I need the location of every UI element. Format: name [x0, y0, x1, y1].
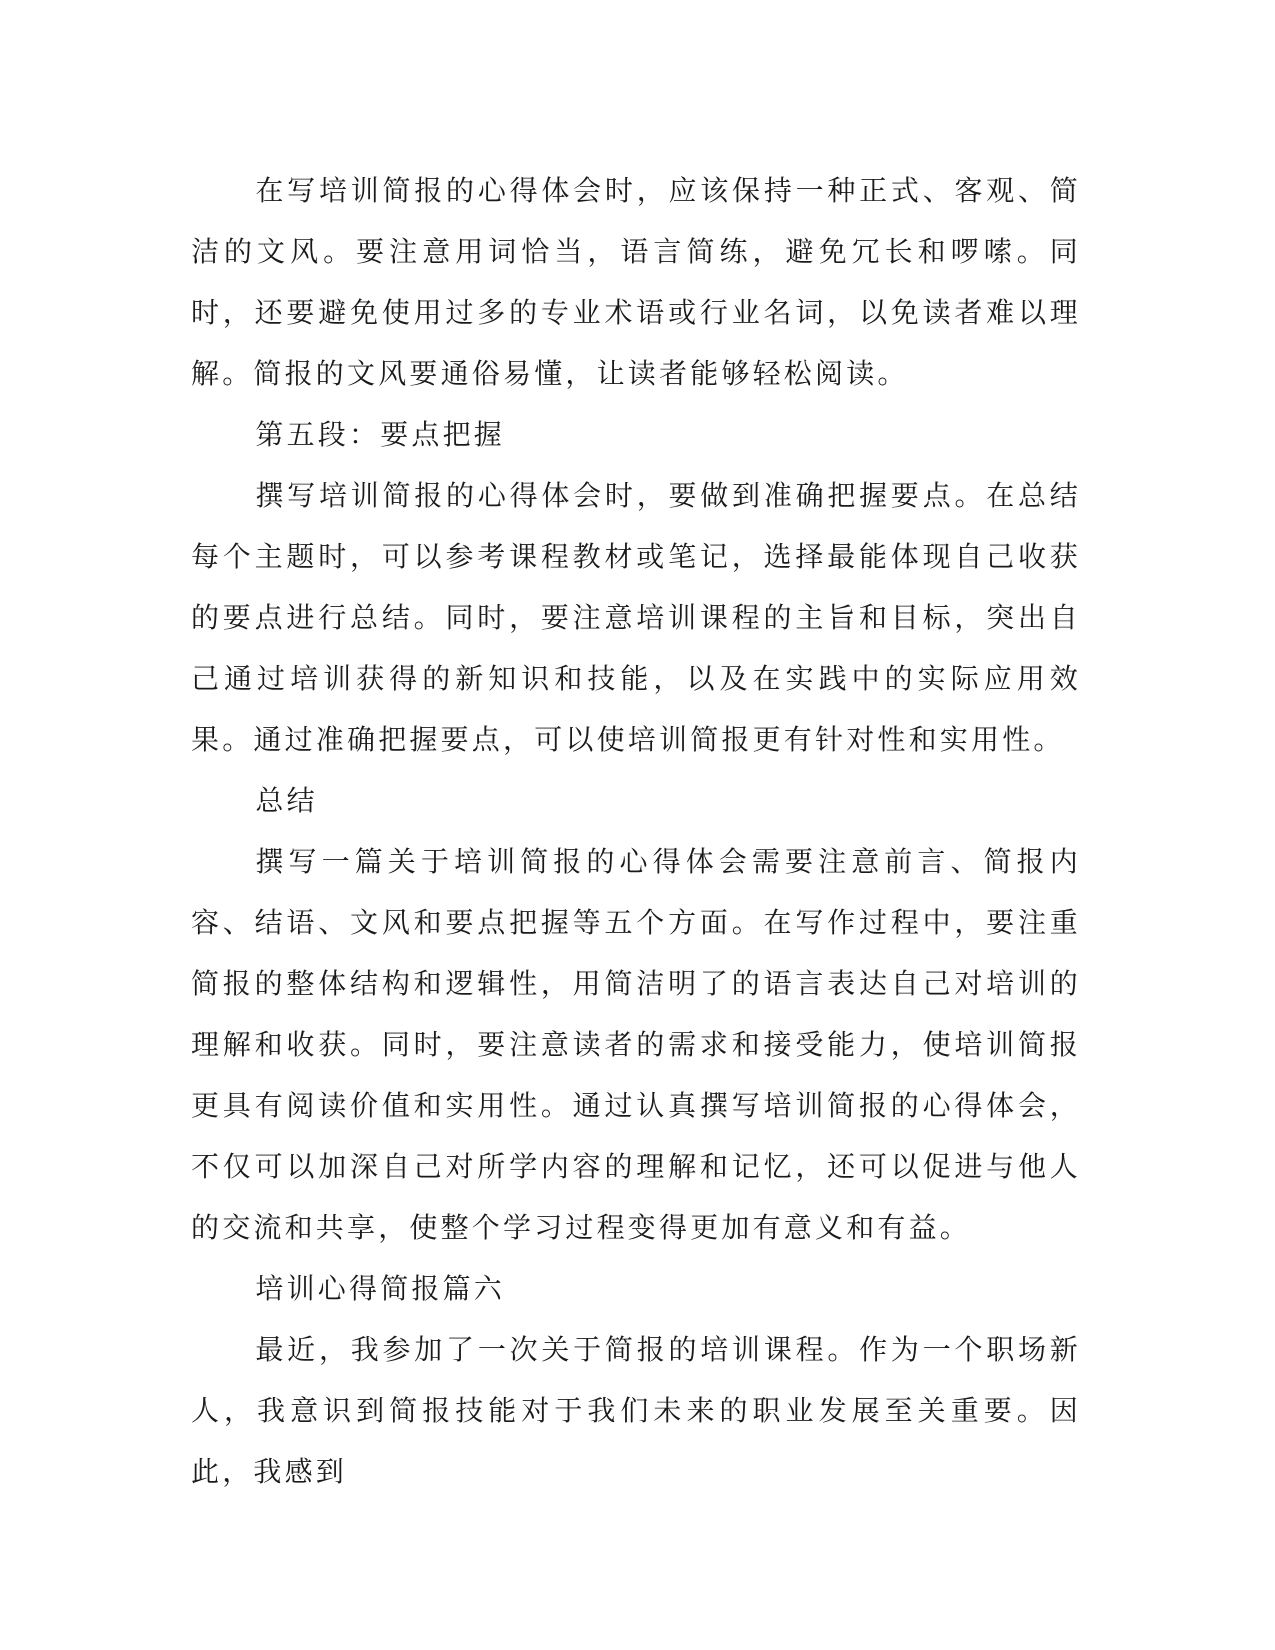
section-heading-part-six: 培训心得简报篇六 — [255, 1272, 505, 1305]
section-heading-summary: 总结 — [255, 784, 318, 817]
paragraph-writing-style: 在写培训简报的心得体会时，应该保持一种正式、客观、简洁的文风。要注意用词恰当，语言简练，避免冗长和啰嗦。同时，还要避免使用过多的专业术语或行业名词，以免读者难以理解。简报的文风要通俗易懂，让读者能够轻松阅读。 — [191, 174, 1081, 390]
section-heading-key-points: 第五段：要点把握 — [255, 418, 505, 451]
paragraph-key-points: 撰写培训简报的心得体会时，要做到准确把握要点。在总结每个主题时，可以参考课程教材或笔记，选择最能体现自己收获的要点进行总结。同时，要注意培训课程的主旨和目标，突出自己通过培训获得的新知识和技能，以及在实践中的实际应用效果。通过准确把握要点，可以使培训简报更有针对性和实用性。 — [191, 479, 1081, 756]
paragraph-part-six-intro: 最近，我参加了一次关于简报的培训课程。作为一个职场新人，我意识到简报技能对于我们未来的职业发展至关重要。因此，我感到 — [191, 1333, 1081, 1488]
document-body — [191, 160, 1081, 1502]
paragraph-summary: 撰写一篇关于培训简报的心得体会需要注意前言、简报内容、结语、文风和要点把握等五个方面。在写作过程中，要注重简报的整体结构和逻辑性，用简洁明了的语言表达自己对培训的理解和收获。同时，要注意读者的需求和接受能力，使培训简报更具有阅读价值和实用性。通过认真撰写培训简报的心得体会，不仅可以加深自己对所学内容的理解和记忆，还可以促进与他人的交流和共享，使整个学习过程变得更加有意义和有益。 — [191, 845, 1081, 1244]
